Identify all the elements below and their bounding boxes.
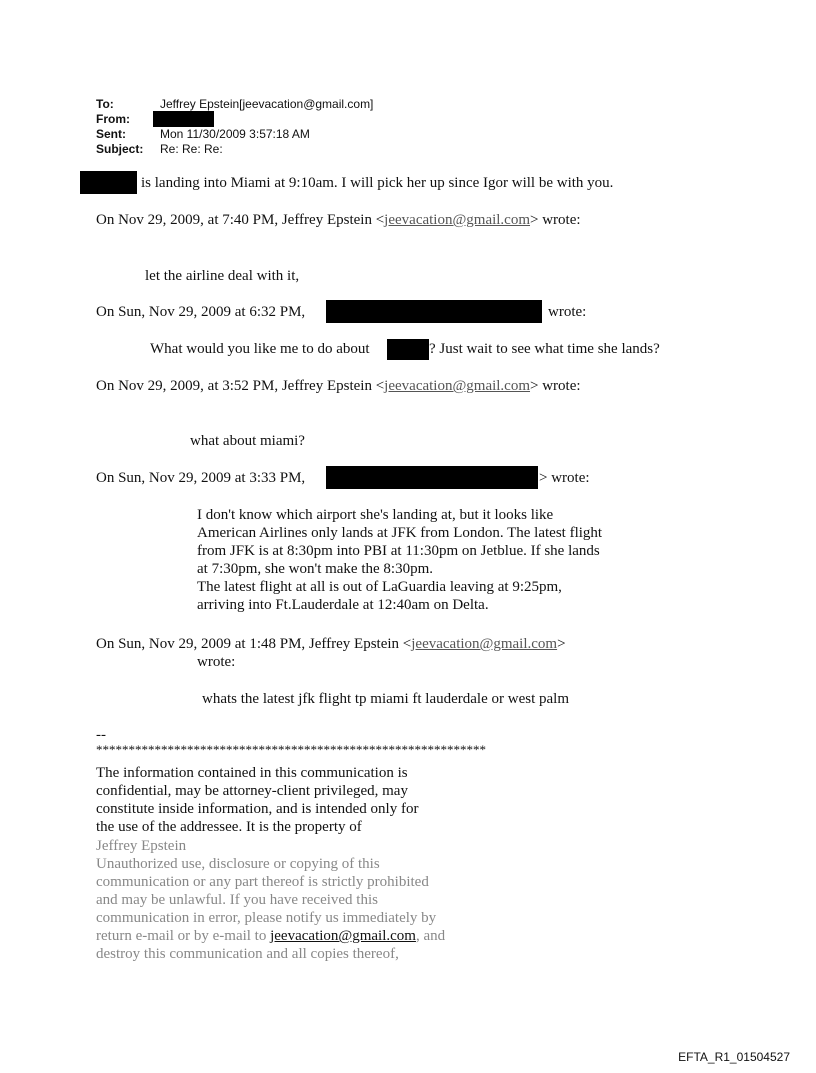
disclaimer-line: The information contained in this communication is: [96, 765, 408, 781]
disclaimer-text-end: , and: [415, 928, 446, 944]
to-label: To:: [96, 97, 114, 111]
disclaimer-black: [96, 764, 418, 836]
message-3-intro: On Sun, Nov 29, 2009 at 6:32 PM,: [96, 304, 306, 320]
subject-value: Re: Re: Re:: [160, 142, 223, 156]
message-6-intro: [96, 635, 566, 653]
disclaimer-line: and may be unlawful. If you have received this: [96, 892, 378, 908]
message-6-intro-line2: wrote:: [197, 654, 236, 670]
disclaimer-line: communication or any part thereof is strictly prohibited: [96, 874, 429, 890]
sent-value: Mon 11/30/2009 3:57:18 AM: [160, 127, 310, 141]
message-4-text: what about miami?: [190, 433, 305, 449]
message-5-intro: On Sun, Nov 29, 2009 at 3:33 PM,: [96, 470, 306, 486]
sent-label: Sent:: [96, 127, 126, 141]
message-2-intro: [96, 211, 581, 229]
intro-text: On Nov 29, 2009, at 7:40 PM, Jeffrey Epstein <: [96, 212, 385, 228]
email-link[interactable]: jeevacation@gmail.com: [384, 378, 531, 394]
disclaimer-line: communication in error, please notify us immediately by: [96, 910, 437, 926]
disclaimer-line: constitute inside information, and is intended only for: [96, 801, 419, 817]
message-2-text: let the airline deal with it,: [145, 268, 300, 284]
name-redaction-2: [387, 339, 429, 360]
message-4-intro: [96, 377, 581, 395]
from-label: From:: [96, 112, 130, 126]
disclaimer-line-email: [96, 927, 445, 945]
disclaimer-line: the use of the addressee. It is the property of: [96, 819, 362, 835]
body-line: I don't know which airport she's landing at, but it looks like: [197, 507, 554, 523]
message-3-text: What would you like me to do about: [150, 341, 370, 357]
email-link[interactable]: jeevacation@gmail.com: [411, 636, 558, 652]
body-line: The latest flight at all is out of LaGuardia leaving at 9:25pm,: [197, 579, 562, 595]
signature-stars: ************************************************************: [96, 742, 486, 757]
disclaimer-line: confidential, may be attorney-client privileged, may: [96, 783, 408, 799]
disclaimer-email-link[interactable]: jeevacation@gmail.com: [270, 928, 416, 944]
body-line: from JFK is at 8:30pm into PBI at 11:30pm on Jetblue. If she lands: [197, 543, 600, 559]
intro-text-end: > wrote:: [530, 212, 581, 228]
intro-text: On Sun, Nov 29, 2009 at 1:48 PM, Jeffrey Epstein <: [96, 636, 412, 652]
message-6-text: whats the latest jfk flight tp miami ft lauderdale or west palm: [202, 691, 569, 707]
intro-text-end: >: [557, 636, 566, 652]
message-3-intro-end: wrote:: [548, 304, 587, 320]
name-redaction-1: [80, 171, 137, 194]
message-5-body: [197, 506, 602, 614]
body-line: American Airlines only lands at JFK from London. The latest flight: [197, 525, 603, 541]
message-3-text-end: ? Just wait to see what time she lands?: [429, 341, 660, 357]
body-line: arriving into Ft.Lauderdale at 12:40am on Delta.: [197, 597, 489, 613]
disclaimer-text: return e-mail or by e-mail to: [96, 928, 271, 944]
disclaimer-line: destroy this communication and all copies thereof,: [96, 946, 399, 962]
body-line: at 7:30pm, she won't make the 8:30pm.: [197, 561, 434, 577]
message-1-text: is landing into Miami at 9:10am. I will pick her up since Igor will be with you.: [141, 175, 614, 191]
document-id: EFTA_R1_01504527: [678, 1050, 790, 1064]
to-value: Jeffrey Epstein[jeevacation@gmail.com]: [160, 97, 374, 111]
disclaimer-line: Unauthorized use, disclosure or copying of this: [96, 856, 380, 872]
disclaimer-line: Jeffrey Epstein: [96, 838, 187, 854]
disclaimer-gray: [96, 837, 445, 963]
email-link[interactable]: jeevacation@gmail.com: [384, 212, 531, 228]
message-5-intro-end: > wrote:: [539, 470, 590, 486]
from-redaction: [153, 111, 214, 127]
sender-redaction-1: [326, 300, 542, 323]
intro-text: On Nov 29, 2009, at 3:52 PM, Jeffrey Epstein <: [96, 378, 385, 394]
intro-text-end: > wrote:: [530, 378, 581, 394]
sender-redaction-2: [326, 466, 538, 489]
signature-dashes: --: [96, 727, 106, 743]
subject-label: Subject:: [96, 142, 144, 156]
